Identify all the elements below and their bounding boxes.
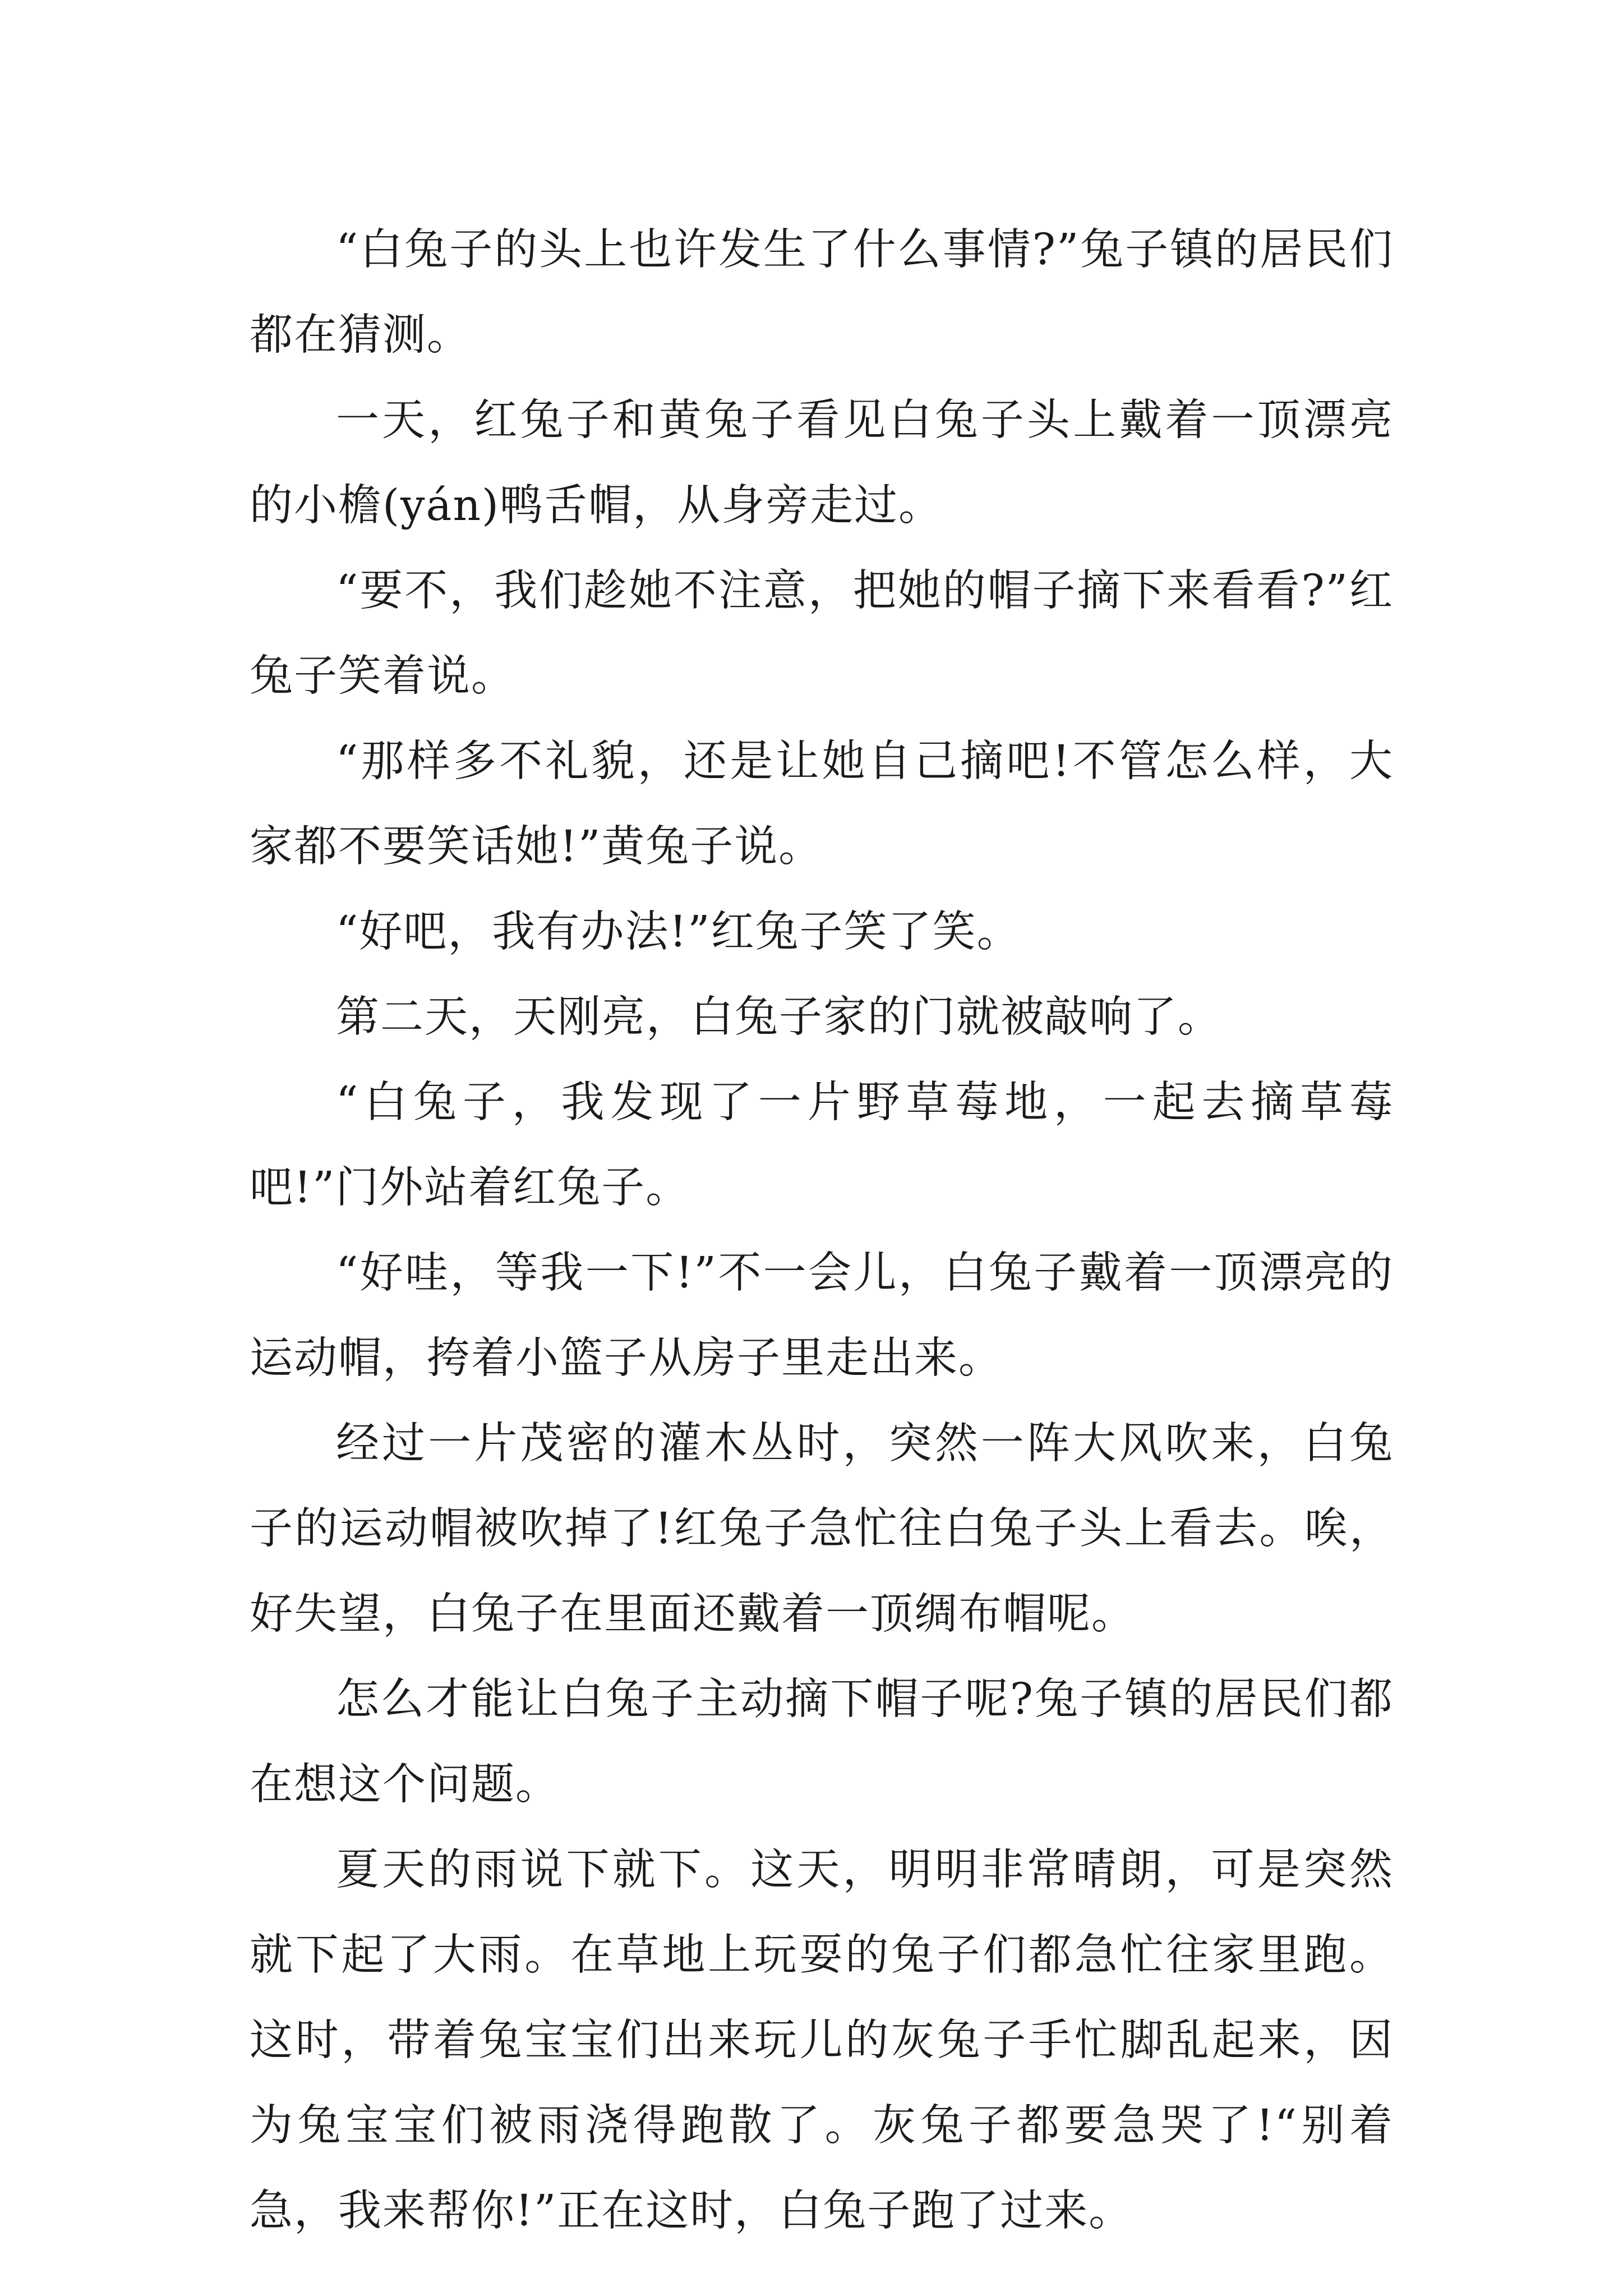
paragraph: 一天，红兔子和黄兔子看见白兔子头上戴着一顶漂亮的小檐(yán)鸭舌帽，从身旁走过。 (250, 395, 1394, 531)
paragraph: “要不，我们趁她不注意，把她的帽子摘下来看看?”红兔子笑着说。 (250, 566, 1394, 701)
paragraph: 第二天，天刚亮，白兔子家的门就被敲响了。 (336, 992, 1222, 1042)
paragraph: 夏天的雨说下就下。这天，明明非常晴朗，可是突然就下起了大雨。在草地上玩耍的兔子们都急忙往家里跑。这时，带着兔宝宝们出来玩儿的灰兔子手忙脚乱起来，因为兔宝宝们被雨浇得跑散了。灰兔子都要急哭了!“别着急，我来帮你!”正在这时，白兔子跑了过来。 (250, 1845, 1394, 2236)
paragraph: “白兔子的头上也许发生了什么事情?”兔子镇的居民们都在猜测。 (250, 225, 1394, 360)
paragraph: “白兔子，我发现了一片野草莓地，一起去摘草莓吧!”门外站着红兔子。 (250, 1078, 1394, 1213)
paragraph: “好哇，等我一下!”不一会儿，白兔子戴着一顶漂亮的运动帽，挎着小篮子从房子里走出来。 (250, 1248, 1394, 1383)
paragraph: “好吧，我有办法!”红兔子笑了笑。 (336, 907, 1021, 957)
paragraph: 怎么才能让白兔子主动摘下帽子呢?兔子镇的居民们都在想这个问题。 (250, 1674, 1394, 1810)
paragraph: 经过一片茂密的灌木丛时，突然一阵大风吹来，白兔子的运动帽被吹掉了!红兔子急忙往白兔子头上看去。唉，好失望，白兔子在里面还戴着一顶绸布帽呢。 (250, 1419, 1394, 1639)
paragraph: “那样多不礼貌，还是让她自己摘吧!不管怎么样，大家都不要笑话她!”黄兔子说。 (250, 737, 1394, 872)
story-text (250, 208, 1394, 2254)
